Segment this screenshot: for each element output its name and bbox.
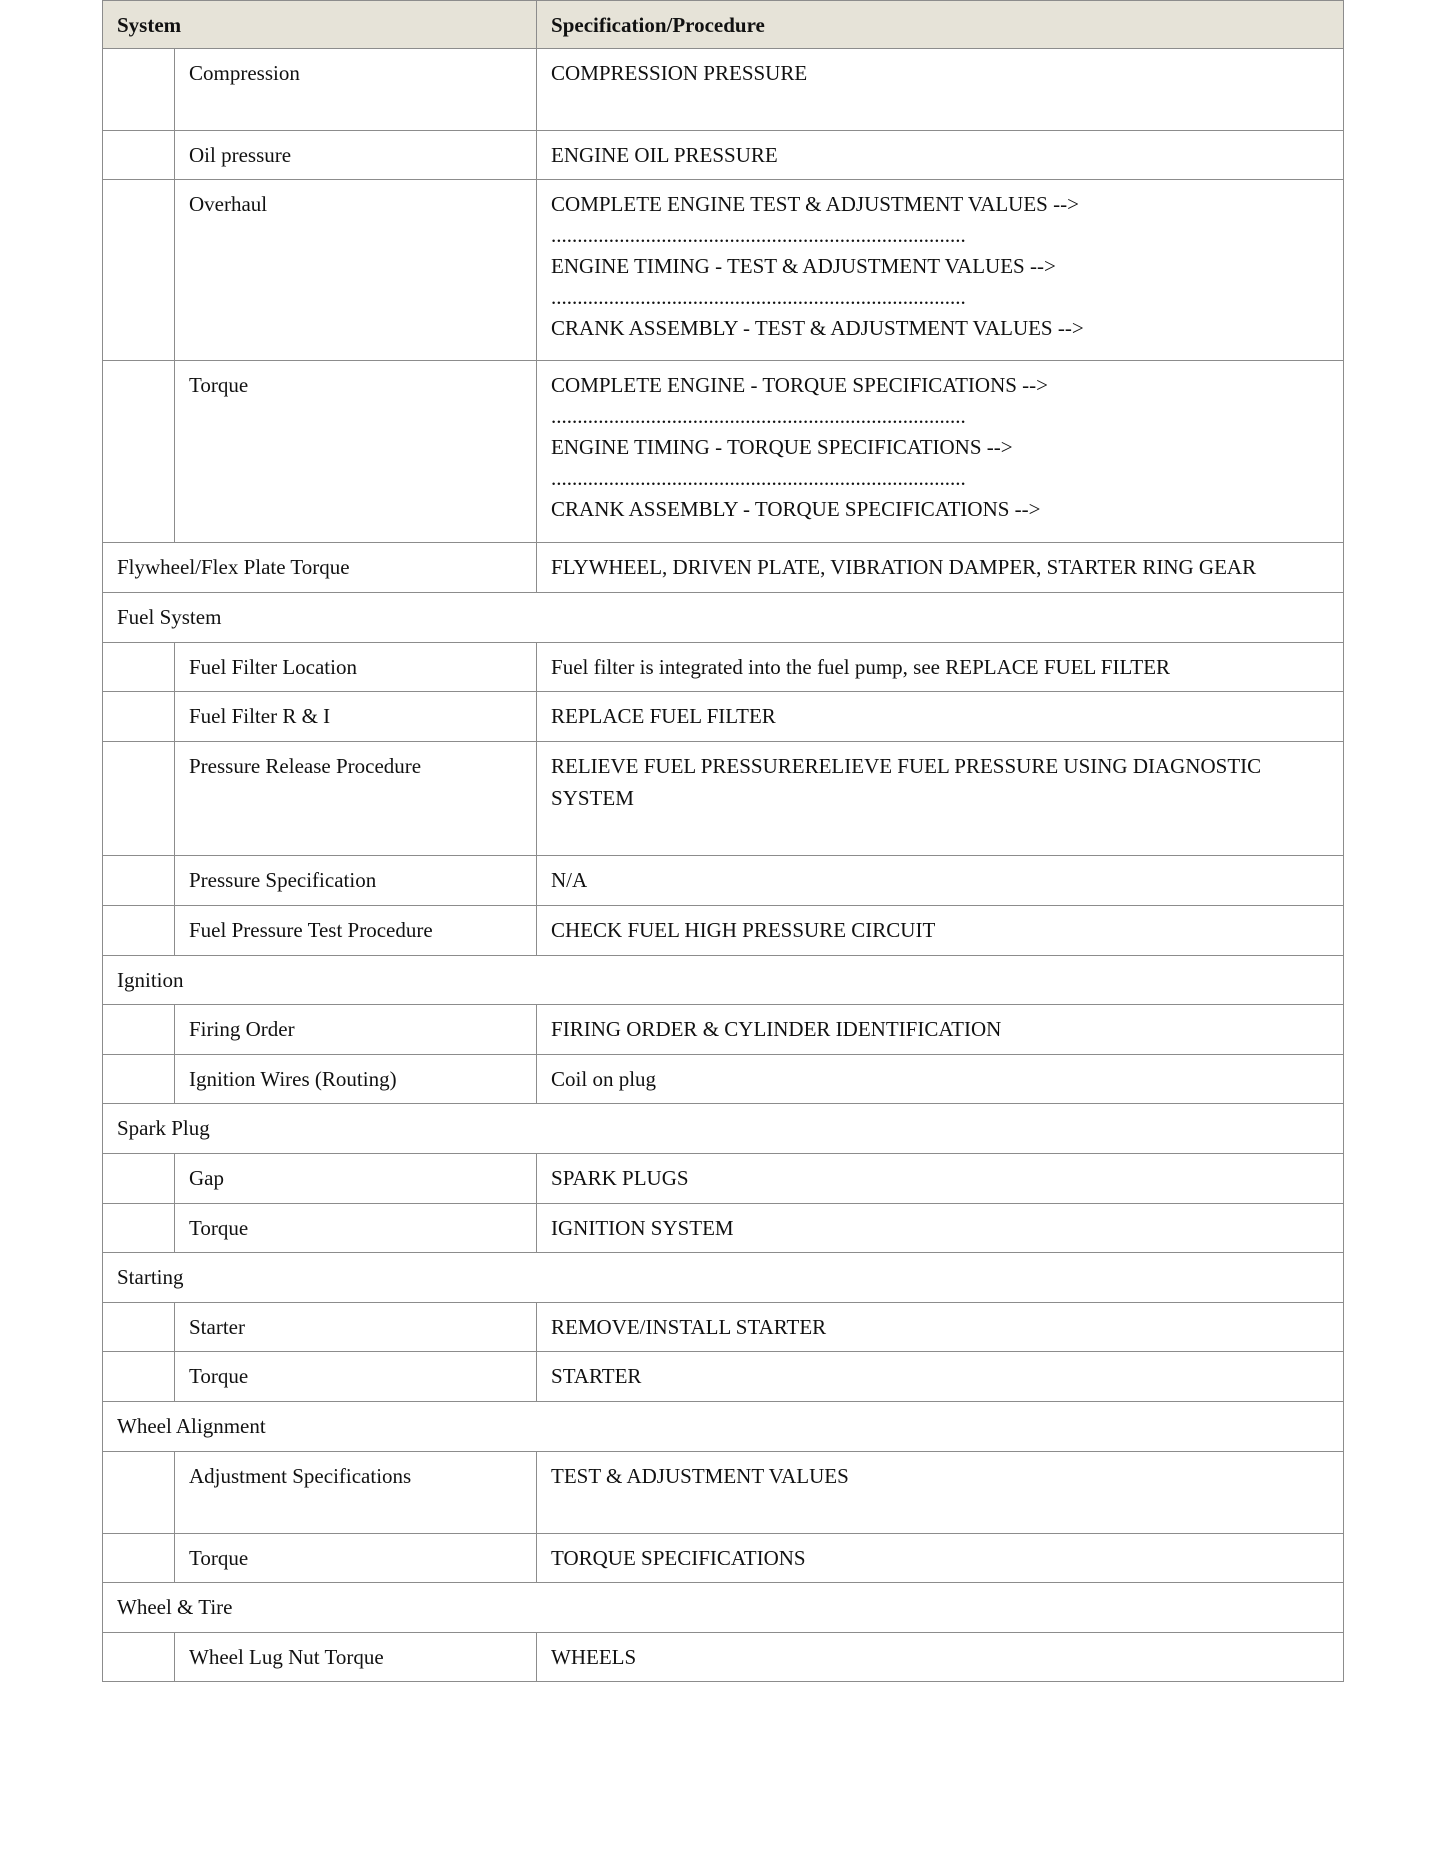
indent-cell: [103, 643, 175, 692]
system-label: Torque: [175, 1204, 537, 1253]
spec-value: [537, 1303, 1344, 1352]
table-row: [103, 131, 1344, 180]
system-label: Torque: [175, 361, 537, 543]
spec-line: RELIEVE FUEL PRESSURERELIEVE FUEL PRESSURE USING DIAGNOSTIC SYSTEM: [551, 754, 1262, 810]
section-label: Spark Plug: [103, 1104, 1344, 1154]
table-row: [103, 742, 1344, 856]
spec-value: [537, 543, 1344, 593]
spec-line: ENGINE TIMING - TORQUE SPECIFICATIONS -->: [551, 435, 1013, 459]
spec-line: CRANK ASSEMBLY - TORQUE SPECIFICATIONS -->: [551, 497, 1041, 521]
spec-line: CRANK ASSEMBLY - TEST & ADJUSTMENT VALUES -->: [551, 316, 1084, 340]
system-label: Gap: [175, 1154, 537, 1204]
indent-cell: [103, 1154, 175, 1204]
indent-cell: [103, 1055, 175, 1104]
spec-value: [537, 643, 1344, 692]
spec-line: FLYWHEEL, DRIVEN PLATE, VIBRATION DAMPER, STARTER RING GEAR: [551, 555, 1257, 579]
system-label: Overhaul: [175, 180, 537, 361]
system-label: Ignition Wires (Routing): [175, 1055, 537, 1104]
spec-value: [537, 1204, 1344, 1253]
spec-line: WHEELS: [551, 1645, 637, 1669]
spec-line: IGNITION SYSTEM: [551, 1216, 734, 1240]
spec-value: [537, 1352, 1344, 1402]
indent-cell: [103, 1303, 175, 1352]
indent-cell: [103, 1534, 175, 1583]
spec-value: [537, 1005, 1344, 1055]
table-row: [103, 180, 1344, 361]
dotted-separator: ...............................................................................: [551, 404, 966, 428]
table-row: [103, 1055, 1344, 1104]
indent-cell: [103, 692, 175, 742]
spec-table: [102, 0, 1344, 1682]
table-row: [103, 543, 1344, 593]
spec-line: REMOVE/INSTALL STARTER: [551, 1315, 827, 1339]
section-label: Wheel Alignment: [103, 1402, 1344, 1452]
section-label: Ignition: [103, 956, 1344, 1005]
spec-line: N/A: [551, 868, 588, 892]
spec-line: Coil on plug: [551, 1067, 657, 1091]
spec-value: [537, 692, 1344, 742]
table-row: [103, 643, 1344, 692]
system-label: Torque: [175, 1352, 537, 1402]
section-row: [103, 1583, 1344, 1633]
indent-cell: [103, 1352, 175, 1402]
indent-cell: [103, 1005, 175, 1055]
spec-line: STARTER: [551, 1364, 642, 1388]
table-row: [103, 1303, 1344, 1352]
table-row: [103, 1633, 1344, 1682]
indent-cell: [103, 1633, 175, 1682]
section-label: Wheel & Tire: [103, 1583, 1344, 1633]
table-row: [103, 1352, 1344, 1402]
dotted-separator: ...............................................................................: [551, 466, 966, 490]
system-label: Compression: [175, 49, 537, 131]
table-body: [103, 49, 1344, 1682]
spec-line: TORQUE SPECIFICATIONS: [551, 1546, 806, 1570]
system-label: Adjustment Specifications: [175, 1452, 537, 1534]
system-label: Torque: [175, 1534, 537, 1583]
system-label: Fuel Filter Location: [175, 643, 537, 692]
dotted-separator: ...............................................................................: [551, 223, 966, 247]
indent-cell: [103, 906, 175, 956]
system-label: Flywheel/Flex Plate Torque: [103, 543, 537, 593]
section-label: Fuel System: [103, 593, 1344, 643]
spec-line: FIRING ORDER & CYLINDER IDENTIFICATION: [551, 1017, 1002, 1041]
spec-value: [537, 361, 1344, 543]
table-row: [103, 361, 1344, 543]
spec-value: [537, 742, 1344, 856]
table-row: [103, 1534, 1344, 1583]
indent-cell: [103, 1452, 175, 1534]
table-row: [103, 856, 1344, 906]
system-label: Wheel Lug Nut Torque: [175, 1633, 537, 1682]
spec-line: ENGINE TIMING - TEST & ADJUSTMENT VALUES -->: [551, 254, 1056, 278]
dotted-separator: ...............................................................................: [551, 285, 966, 309]
header-spec: Specification/Procedure: [537, 1, 1344, 49]
table-row: [103, 49, 1344, 131]
table-row: [103, 1005, 1344, 1055]
system-label: Starter: [175, 1303, 537, 1352]
spec-value: [537, 1154, 1344, 1204]
section-row: [103, 1253, 1344, 1303]
spec-line: COMPLETE ENGINE - TORQUE SPECIFICATIONS -->: [551, 373, 1049, 397]
section-label: Starting: [103, 1253, 1344, 1303]
indent-cell: [103, 180, 175, 361]
indent-cell: [103, 742, 175, 856]
indent-cell: [103, 131, 175, 180]
spec-value: [537, 856, 1344, 906]
indent-cell: [103, 856, 175, 906]
spec-line: COMPRESSION PRESSURE: [551, 61, 808, 85]
system-label: Firing Order: [175, 1005, 537, 1055]
spec-value: [537, 906, 1344, 956]
section-row: [103, 593, 1344, 643]
table-row: [103, 1154, 1344, 1204]
spec-value: [537, 1633, 1344, 1682]
system-label: Fuel Pressure Test Procedure: [175, 906, 537, 956]
spec-value: [537, 180, 1344, 361]
spec-line: SPARK PLUGS: [551, 1166, 689, 1190]
spec-line: REPLACE FUEL FILTER: [551, 704, 776, 728]
spec-value: [537, 1534, 1344, 1583]
system-label: Fuel Filter R & I: [175, 692, 537, 742]
spec-line: TEST & ADJUSTMENT VALUES: [551, 1464, 849, 1488]
system-label: Pressure Release Procedure: [175, 742, 537, 856]
spec-line: CHECK FUEL HIGH PRESSURE CIRCUIT: [551, 918, 936, 942]
spec-line: COMPLETE ENGINE TEST & ADJUSTMENT VALUES -->: [551, 192, 1079, 216]
table-row: [103, 692, 1344, 742]
spec-line: Fuel filter is integrated into the fuel pump, see REPLACE FUEL FILTER: [551, 655, 1171, 679]
section-row: [103, 1402, 1344, 1452]
indent-cell: [103, 49, 175, 131]
section-row: [103, 1104, 1344, 1154]
spec-line: ENGINE OIL PRESSURE: [551, 143, 778, 167]
spec-value: [537, 131, 1344, 180]
table-row: [103, 1204, 1344, 1253]
table-header-row: [103, 1, 1344, 49]
system-label: Pressure Specification: [175, 856, 537, 906]
system-label: Oil pressure: [175, 131, 537, 180]
table-row: [103, 906, 1344, 956]
section-row: [103, 956, 1344, 1005]
table-row: [103, 1452, 1344, 1534]
spec-value: [537, 1055, 1344, 1104]
header-system: System: [103, 1, 537, 49]
indent-cell: [103, 361, 175, 543]
indent-cell: [103, 1204, 175, 1253]
spec-value: [537, 1452, 1344, 1534]
spec-value: [537, 49, 1344, 131]
